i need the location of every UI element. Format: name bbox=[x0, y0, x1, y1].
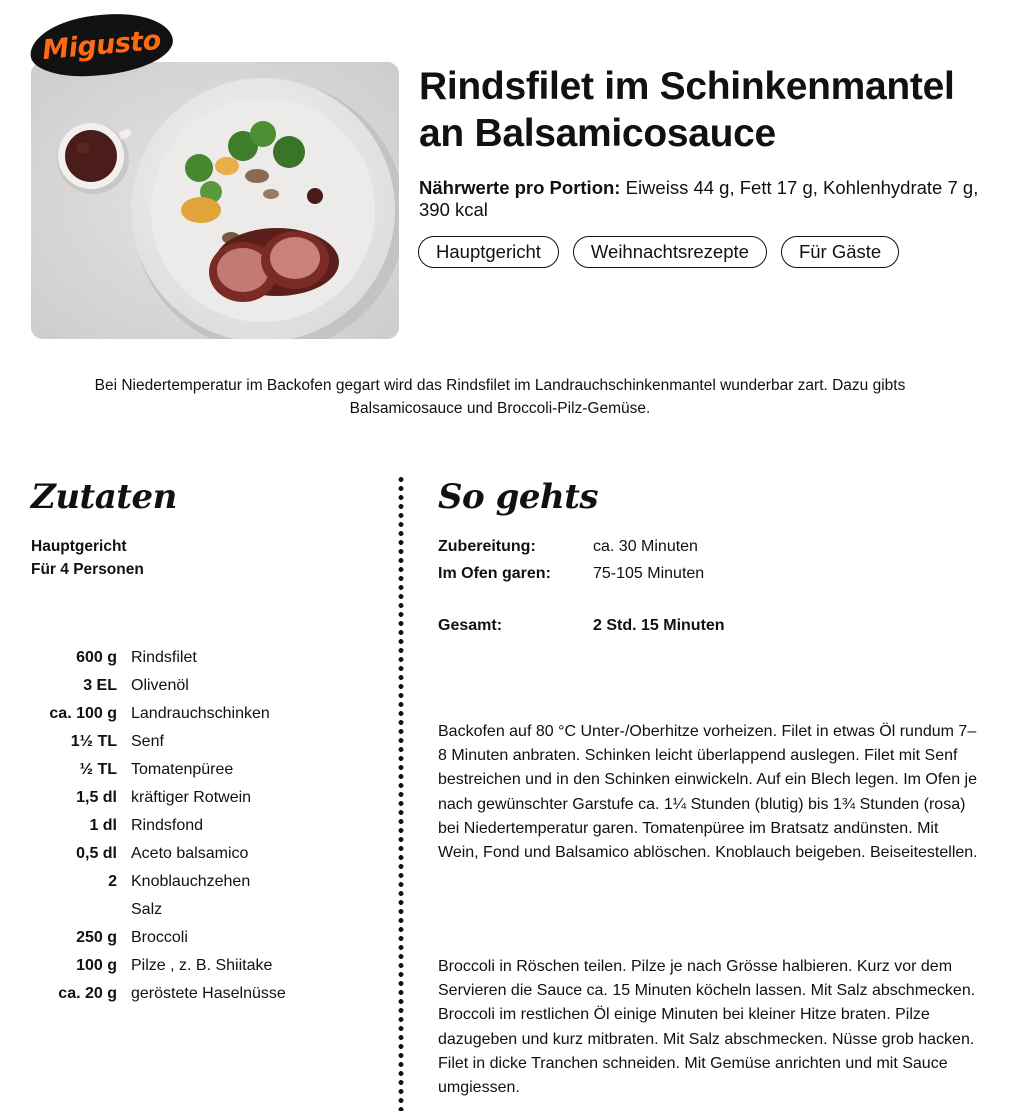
ingredient-row bbox=[0, 756, 286, 784]
ingredient-row bbox=[0, 644, 286, 672]
ingredient-amount: 100 g bbox=[76, 957, 117, 974]
ingredient-row bbox=[0, 728, 286, 756]
ingredient-row bbox=[0, 896, 286, 924]
ingredient-row bbox=[0, 700, 286, 728]
method-step-1: Backofen auf 80 °C Unter-/Oberhitze vorheizen. Filet in etwas Öl rundum 7–8 Minuten anbraten. Schinken leicht überlappend auslegen. Filet mit Senf bestreichen und in den Schinken einwickeln. Auf ein Blech legen. Im Ofen je nach gewünschter Garstufe ca. 1¼ Stunden (blutig) bis 1¾ Stunden (rosa) bei Niedertemperatur garen. Tomatenpüree im Bratsatz andünsten. Mit Wein, Fond und Balsamico ablöschen. Knoblauch beigeben. Beiseitestellen. bbox=[438, 723, 978, 862]
ingredient-amount: ½ TL bbox=[79, 761, 117, 778]
servings-label: Für 4 Personen bbox=[31, 561, 144, 578]
ingredient-row bbox=[0, 784, 286, 812]
ingredient-amount: 0,5 dl bbox=[76, 845, 117, 862]
ingredient-amount: ca. 100 g bbox=[49, 705, 117, 722]
ingredient-amount: 600 g bbox=[76, 649, 117, 666]
column-divider bbox=[398, 475, 404, 1111]
ingredient-name: kräftiger Rotwein bbox=[131, 789, 252, 806]
time-row bbox=[438, 533, 725, 560]
method-heading: So gehts bbox=[438, 477, 599, 517]
time-label: Zubereitung: bbox=[438, 537, 536, 555]
nutrition-values: Eiweiss 44 g, Fett 17 g, Kohlenhydrate 7 g, 390 kcal bbox=[419, 177, 979, 220]
ingredient-row bbox=[0, 952, 286, 980]
ingredient-name: Tomatenpüree bbox=[131, 761, 234, 778]
time-row bbox=[438, 560, 725, 587]
total-time-label: Gesamt: bbox=[438, 616, 503, 634]
ingredient-name: Landrauchschinken bbox=[131, 705, 270, 722]
ingredient-name: Knoblauchzehen bbox=[131, 873, 251, 890]
recipe-intro: Bei Niedertemperatur im Backofen gegart wird das Rindsfilet im Landrauchschinkenmantel wunderbar zart. Dazu gibts Balsamicosauce und Broccoli-Pilz-Gemüse. bbox=[94, 377, 906, 417]
ingredient-category bbox=[31, 535, 144, 581]
tag-weihnachtsrezepte[interactable]: Weihnachtsrezepte bbox=[573, 236, 767, 268]
ingredient-amount: 1 dl bbox=[89, 817, 117, 834]
tag-hauptgericht[interactable]: Hauptgericht bbox=[418, 236, 559, 268]
recipe-title: Rindsfilet im Schinkenmantel an Balsamicosauce bbox=[419, 65, 955, 155]
ingredient-row bbox=[0, 868, 286, 896]
ingredient-list bbox=[0, 644, 286, 1008]
time-label: Im Ofen garen: bbox=[438, 564, 551, 582]
ingredient-name: Broccoli bbox=[131, 929, 188, 946]
time-table bbox=[438, 533, 725, 639]
recipe-photo bbox=[31, 62, 399, 339]
total-time-value: 2 Std. 15 Minuten bbox=[593, 616, 725, 634]
ingredient-name: Rindsfond bbox=[131, 817, 204, 834]
category-label: Hauptgericht bbox=[31, 538, 127, 555]
logo-text: Migusto bbox=[41, 24, 162, 66]
ingredient-row bbox=[0, 672, 286, 700]
ingredient-name: geröstete Haselnüsse bbox=[131, 985, 286, 1002]
method-step-2: Broccoli in Röschen teilen. Pilze je nach Grösse halbieren. Kurz vor dem Servieren die Sauce ca. 15 Minuten köcheln lassen. Mit Salz abschmecken. Broccoli im restlichen Öl einige Minuten bei kleiner Hitze braten. Pilze dazugeben und kurz mitbraten. Mit Salz abschmecken. Nüsse grob hacken. Filet in dicke Tranchen schneiden. Mit Gemüse anrichten und mit Sauce umgiessen. bbox=[438, 958, 976, 1097]
nutrition-label: Nährwerte pro Portion: bbox=[419, 177, 621, 198]
ingredient-name: Pilze , z. B. Shiitake bbox=[131, 957, 273, 974]
ingredient-name: Salz bbox=[131, 901, 163, 918]
ingredient-amount: ca. 20 g bbox=[58, 985, 117, 1002]
tag-fuer-gaeste[interactable]: Für Gäste bbox=[781, 236, 899, 268]
total-time-row bbox=[438, 612, 725, 639]
ingredient-row bbox=[0, 812, 286, 840]
time-value: ca. 30 Minuten bbox=[593, 537, 698, 555]
ingredient-amount: 2 bbox=[108, 873, 117, 890]
ingredient-amount: 3 EL bbox=[83, 677, 117, 694]
tag-list bbox=[418, 236, 899, 268]
ingredient-row bbox=[0, 924, 286, 952]
ingredient-name: Senf bbox=[131, 733, 164, 750]
ingredient-row bbox=[0, 840, 286, 868]
nutrition-info bbox=[419, 177, 999, 221]
ingredient-row bbox=[0, 980, 286, 1008]
ingredient-amount: 1½ TL bbox=[70, 733, 117, 750]
ingredient-name: Olivenöl bbox=[131, 677, 189, 694]
ingredient-amount: 250 g bbox=[76, 929, 117, 946]
ingredient-name: Aceto balsamico bbox=[131, 845, 249, 862]
time-value: 75-105 Minuten bbox=[593, 564, 705, 582]
ingredients-heading: Zutaten bbox=[31, 477, 177, 517]
ingredient-name: Rindsfilet bbox=[131, 649, 197, 666]
ingredient-amount: 1,5 dl bbox=[76, 789, 117, 806]
